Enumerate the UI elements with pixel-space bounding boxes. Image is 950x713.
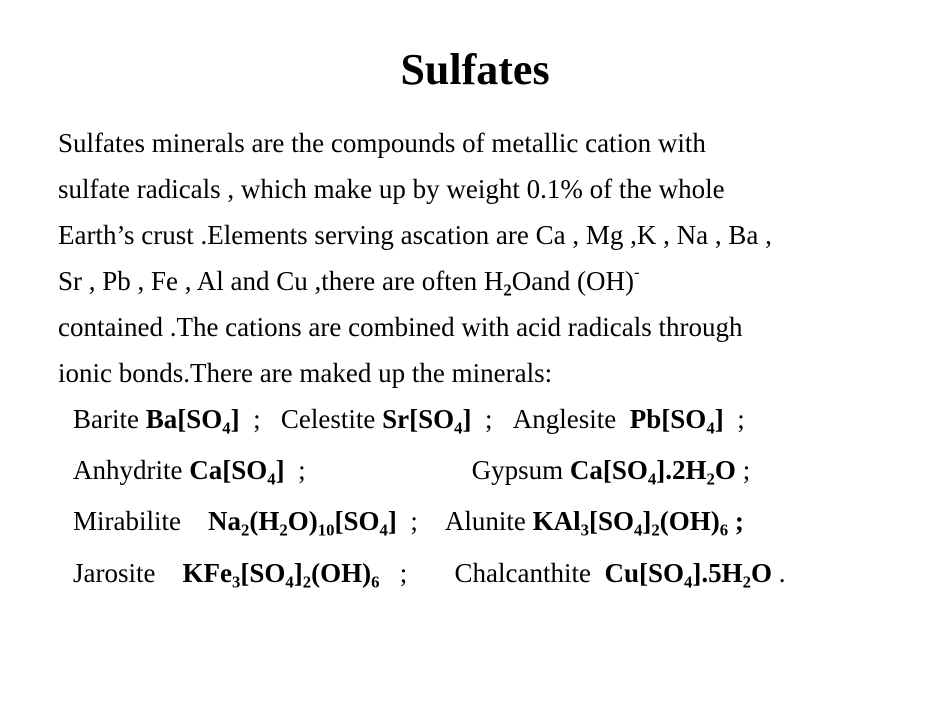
mineral-name: Celestite: [280, 404, 376, 434]
mineral-name: Mirabilite: [73, 506, 181, 536]
mineral-gypsum: [472, 453, 736, 487]
mineral-name: Gypsum: [471, 455, 564, 485]
mineral-name: Barite: [73, 404, 139, 434]
separator: ;: [737, 404, 745, 434]
subscript: 2: [503, 280, 512, 300]
mineral-anglesite: [513, 402, 724, 436]
mineral-formula: $Pb[SO_4]$: [629, 404, 724, 438]
separator: ;: [742, 455, 751, 485]
mineral-line-2: [73, 453, 750, 487]
separator: ;: [253, 404, 261, 434]
mineral-chalcanthite: [455, 556, 773, 590]
mineral-name: Chalcanthite: [454, 558, 591, 588]
mineral-formula: $KFe_3[SO_4]_2(OH)_6$: [182, 558, 380, 592]
mineral-formula: $Sr[SO_4]$: [382, 404, 472, 438]
superscript: -: [634, 262, 640, 282]
paragraph-line: [58, 258, 918, 304]
mineral-line-1: [73, 402, 745, 436]
mineral-alunite: [445, 504, 744, 538]
mineral-line-4: [73, 556, 786, 590]
separator: ;: [298, 455, 306, 485]
paragraph-line: sulfate radicals , which make up by weight 0.1% of the whole: [58, 174, 725, 204]
mineral-formula: $Cu[SO_4].5H_2O$: [604, 558, 772, 592]
mineral-formula: $Ba[SO_4]$: [145, 404, 240, 438]
separator: ;: [399, 558, 408, 588]
paragraph-line: Sulfates minerals are the compounds of metallic cation with: [58, 128, 706, 158]
mineral-name: Jarosite: [73, 558, 156, 588]
mineral-anhydrite: [73, 453, 285, 487]
mineral-name: Anglesite: [512, 404, 617, 434]
paragraph-text: Sr , Pb , Fe , Al and Cu ,there are often H: [58, 266, 504, 296]
separator: ;: [410, 506, 418, 536]
mineral-name: Anhydrite: [73, 455, 183, 485]
intro-paragraph-continued: [58, 304, 918, 396]
mineral-celestite: [281, 402, 472, 436]
mineral-formula: $KAl_3[SO_4]_2(OH)_6$ ;: [532, 506, 744, 540]
mineral-formula: $Na_2(H_2O)_{10}[SO_4]$: [207, 506, 397, 540]
slide-title: Sulfates: [400, 45, 550, 94]
mineral-jarosite: [73, 556, 379, 590]
paragraph-line: Earth’s crust .Elements serving ascation are Ca , Mg ,K , Na , Ba ,: [58, 220, 772, 250]
final-period: .: [778, 558, 786, 588]
mineral-barite: [73, 402, 240, 436]
mineral-formula: $Ca[SO_4].2H_2O$: [569, 455, 736, 489]
mineral-line-3: [73, 504, 744, 538]
paragraph-text: Oand (OH): [511, 266, 635, 296]
separator: ;: [485, 404, 493, 434]
mineral-mirabilite: [73, 504, 397, 538]
paragraph-line: ionic bonds.There are maked up the minerals:: [58, 358, 553, 388]
mineral-formula: $Ca[SO_4]$: [189, 455, 285, 489]
mineral-name: Alunite: [444, 506, 526, 536]
paragraph-line: contained .The cations are combined with acid radicals through: [58, 312, 743, 342]
intro-paragraph: [58, 120, 918, 304]
